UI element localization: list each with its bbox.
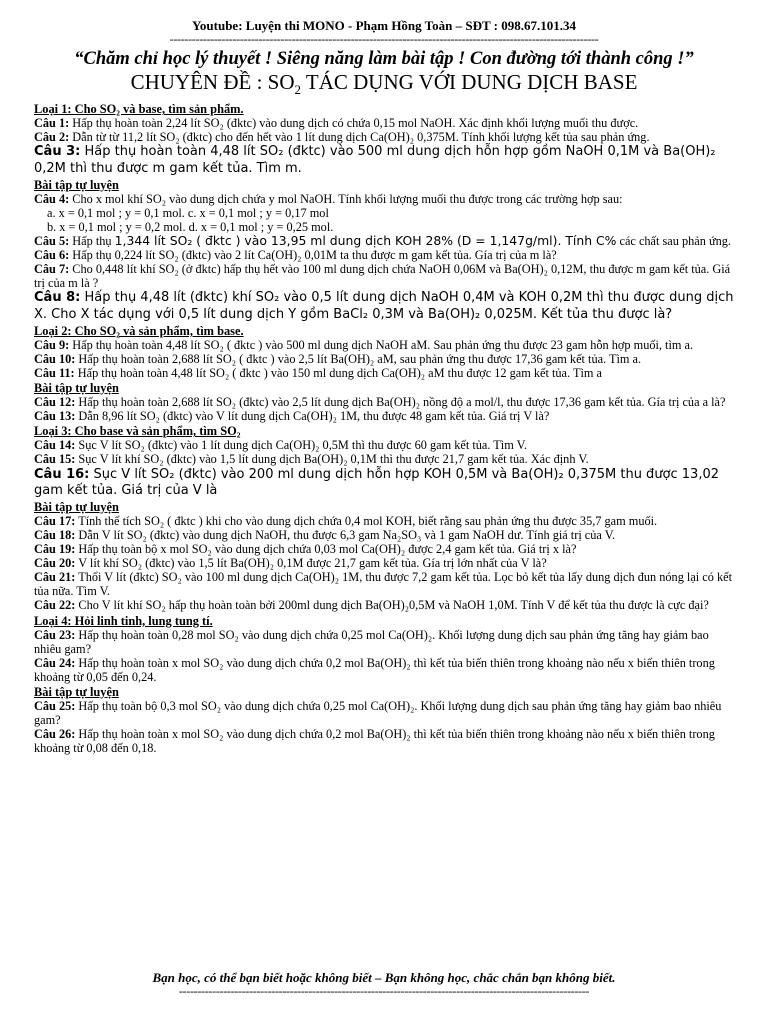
question-text: Hấp thụ hoàn toàn x mol SO₂ vào dung dịch chứa 0,2 mol Ba(OH)₂ thì kết tủa biến thiên trong khoảng nào nếu x biến thiên trong khoảng từ 0,05 đến 0,24. [34, 655, 715, 684]
question-text: Hấp thụ hoàn toàn 4,48 lít SO₂ (đktc) vào 500 ml dung dịch hỗn hợp gồm NaOH 0,1M và Ba(OH)₂ 0,2M thì thu được m gam kết tủa. Tìm m. [34, 144, 716, 176]
question-label: Câu 9: [34, 337, 70, 352]
question-text: V lít khí SO₂ (đktc) vào 1,5 lít Ba(OH)₂ 0,1M được 21,7 gam kết tủa. Gía trị lớn nhất của V là? [75, 556, 547, 571]
question-text: Hấp thụ hoàn toàn 0,28 mol SO₂ vào dung dịch chứa 0,25 mol Ca(OH)₂. Khối lượng dung dịch sau phản ứng tăng hay giảm bao nhiêu gam? [34, 627, 709, 656]
question-25 [34, 699, 734, 727]
document-title [34, 71, 734, 101]
question-text: Hấp thụ hoàn toàn 2,688 lít SO₂ ( đktc ) vào 2,5 lít Ba(OH)₂ aM, sau phản ứng thu được 17,36 gam kết tủa. Tìm a. [75, 351, 642, 366]
title-subscript: 2 [294, 82, 301, 98]
question-text: Sục V lít khí SO₂ (đktc) vào 1,5 lít dung dịch Ba(OH)₂ 0,1M thì thu được 21,7 gam kết tủa. Xác định V. [75, 452, 589, 467]
question-label: Câu 6: [34, 248, 70, 263]
question-text: Cho V lít khí SO₂ hấp thụ hoàn toàn bởi 200ml dung dịch Ba(OH)₂0,5M và NaOH 1,0M. Tính V để kết tủa thu được là cực đại? [75, 598, 709, 613]
practice-heading-1: Bài tập tự luyện [34, 177, 119, 192]
question-text: Hấp thụ toàn bộ x mol SO₂ vào dung dịch chứa 0,03 mol Ca(OH)₂ được 2,4 gam kết tủa. Giá trị x là? [75, 542, 577, 557]
question-1 [34, 116, 734, 130]
question-4-options-row-1: a. x = 0,1 mol ; y = 0,1 mol. c. x = 0,1 mol ; y = 0,17 mol [47, 205, 329, 220]
title-prefix: CHUYÊN ĐỀ : SO [130, 70, 295, 94]
question-label: Câu 13: [34, 409, 76, 424]
question-text: Hấp thụ hoàn toàn 4,48 lít SO₂ ( đktc ) vào 500 ml dung dịch NaOH aM. Sau phản ứng thu được 23 gam hỗn hợp muối, tìm a. [69, 337, 694, 352]
motto: “Chăm chỉ học lý thuyết ! Siêng năng làm bài tập ! Con đường tới thành công !” [74, 49, 694, 69]
question-text: Hấp thụ toàn bộ 0,3 mol SO₂ vào dung dịch chứa 0,25 mol Ca(OH)₂. Khối lượng dung dịch sau phản ứng tăng hay giảm bao nhiêu gam? [34, 698, 722, 728]
question-label: Câu 26: [34, 727, 76, 742]
question-label: Câu 17: [34, 513, 76, 528]
question-9 [34, 338, 734, 352]
question-4-options-row-2: b. x = 0,1 mol ; y = 0,2 mol. d. x = 0,1 mol ; y = 0,25 mol. [47, 219, 334, 234]
section-heading-3: Loại 3: Cho base và sản phẩm, tìm SO₂ [34, 424, 241, 439]
question-19 [34, 542, 734, 556]
question-6 [34, 248, 734, 262]
question-5 [34, 234, 734, 248]
question-4 [34, 192, 734, 206]
question-label: Câu 7: [34, 262, 70, 277]
section-heading-4: Loại 4: Hỏi linh tinh, lung tung tí. [34, 613, 213, 628]
question-label: Câu 18: [34, 528, 76, 542]
question-label: Câu 22: [34, 598, 76, 613]
question-label: Câu 4: [34, 191, 70, 206]
question-label: Câu 8: [34, 290, 81, 306]
question-26 [34, 727, 734, 755]
question-label: Câu 25: [34, 698, 76, 713]
question-text: Sục V lít SO₂ (đktc) vào 200 ml dung dịch hỗn hợp KOH 0,5M và Ba(OH)₂ 0,375M thu được 13,02 gam kết tủa. Giá trị của V là [34, 466, 720, 498]
question-label: Câu 2: [34, 130, 70, 145]
question-label: Câu 21: [34, 570, 76, 585]
question-text: Sục V lít SO₂ (đktc) vào 1 lít dung dịch Ca(OH)₂ 0,5M thì thu được 60 gam kết tủa. Tìm V. [75, 438, 527, 453]
title-suffix: TÁC DỤNG VỚI DUNG DỊCH BASE [301, 70, 638, 94]
question-3 [34, 144, 734, 176]
practice-heading-3: Bài tập tự luyện [34, 499, 119, 514]
question-14 [34, 438, 734, 452]
question-text: Hấp thụ hoàn toàn 2,24 lít SO₂ (đktc) vào dung dịch có chứa 0,15 mol NaOH. Xác định khối lượng muối thu được. [69, 116, 639, 131]
question-label: Câu 23: [34, 627, 76, 642]
footer-message: Bạn học, có thể bạn biết hoặc không biết – Bạn không học, chắc chắn bạn không biết. [152, 970, 616, 985]
question-label: Câu 12: [34, 395, 76, 410]
question-text: Hấp thụ hoàn toàn x mol SO₂ vào dung dịch chứa 0,2 mol Ba(OH)₂ thì kết tủa biến thiên trong khoảng nào nếu x biến thiên trong khoảng từ 0,08 đến 0,18. [34, 727, 715, 756]
question-21 [34, 570, 734, 598]
question-23 [34, 628, 734, 656]
document-page [34, 18, 734, 755]
question-11 [34, 366, 734, 380]
question-2 [34, 130, 734, 144]
question-label: Câu 19: [34, 542, 76, 557]
question-text: Hấp thụ hoàn toàn 4,48 lít SO₂ ( đktc ) vào 150 ml dung dịch Ca(OH)₂ aM thu được 12 gam kết tủa. Tìm a [74, 366, 602, 381]
document-footer [34, 970, 734, 997]
question-10 [34, 352, 734, 366]
question-label: Câu 3: [34, 144, 81, 160]
question-label: Câu 1: [34, 116, 70, 131]
question-24 [34, 656, 734, 684]
question-text: Thổi V lít (đktc) SO₂ vào 100 ml dung dịch Ca(OH)₂ 1M, thu được 7,2 gam kết tủa. Lọc bỏ kết tủa lấy dung dịch đun nóng lại có kết tủa nữa. Tìm V. [34, 570, 732, 599]
question-15 [34, 452, 734, 466]
section-heading-1: Loại 1: Cho SO₂ và base, tìm sản phẩm. [34, 102, 244, 117]
question-text-sans: 1,344 lít SO₂ ( đktc ) vào 13,95 ml dung dịch KOH 28% (D = 1,147g/ml). Tính C% [114, 233, 617, 249]
question-text: Hấp thụ hoàn toàn 2,688 lít SO₂ (đktc) vào 2,5 lít dung dịch Ba(OH)₂ nồng độ a mol/l, thu được 17,36 gam kết tủa. Gía trị của a là? [75, 395, 726, 410]
question-label: Câu 11: [34, 366, 75, 381]
question-text: Dẫn 8,96 lít SO₂ (đktc) vào V lít dung dịch Ca(OH)₂ 1M, thu được 48 gam kết tủa. Giá trị V là? [75, 409, 550, 424]
question-text: các chất sau phản ứng. [616, 234, 731, 249]
question-label: Câu 14: [34, 438, 76, 453]
question-20 [34, 556, 734, 570]
question-text: Hấp thụ 0,224 lít SO₂ (đktc) vào 2 lít Ca(OH)₂ 0,01M ta thu được m gam kết tủa. Gía trị của m là? [69, 248, 557, 263]
question-12 [34, 395, 734, 409]
question-text: Dẫn V lít SO₂ (đktc) vào dung dịch NaOH, thu được 6,3 gam Na₂SO₃ và 1 gam NaOH dư. Tính giá trị của V. [75, 528, 616, 542]
question-text: Tính thể tích SO₂ ( đktc ) khi cho vào dung dịch chứa 0,4 mol KOH, biết rằng sau phản ứng thu được 35,7 gam muối. [75, 513, 658, 528]
question-text: Hấp thụ [69, 234, 115, 249]
question-16 [34, 467, 734, 499]
practice-heading-4: Bài tập tự luyện [34, 684, 119, 699]
channel-header: Youtube: Luyện thi MONO - Phạm Hồng Toàn – SĐT : 098.67.101.34 [191, 18, 577, 33]
question-text: Cho x mol khí SO₂ vào dung dịch chứa y mol NaOH. Tính khối lượng muối thu được trong các trường hợp sau: [69, 191, 623, 206]
footer-divider: --------------------------------------------------------------------------------------------------------------- [178, 985, 590, 997]
practice-heading-2: Bài tập tự luyện [34, 381, 119, 396]
header-divider: -------------------------------------------------------------------------------------------------------------------- [169, 33, 599, 45]
question-13 [34, 409, 734, 423]
question-label: Câu 15: [34, 452, 76, 467]
question-label: Câu 20: [34, 556, 76, 571]
question-label: Câu 10: [34, 351, 76, 366]
question-label: Câu 24: [34, 655, 76, 670]
section-heading-2: Loại 2: Cho SO₂ và sản phẩm, tìm base. [34, 323, 244, 338]
question-22 [34, 598, 734, 612]
question-7 [34, 262, 734, 290]
question-text: Hấp thụ 4,48 lít (đktc) khí SO₂ vào 0,5 lít dung dịch NaOH 0,4M và KOH 0,2M thì thu được dung dịch X. Cho X tác dụng với 0,5 lít dung dịch Y gồm BaCl₂ 0,3M và Ba(OH)₂ 0,025M. Kết tủa thu được là? [34, 290, 734, 322]
question-text: Dẫn từ từ 11,2 lít SO₂ (đktc) cho đến hết vào 1 lít dung dịch Ca(OH)₂ 0,375M. Tính khối lượng kết tủa sau phản ứng. [69, 130, 650, 145]
question-18 [34, 528, 734, 542]
question-label: Câu 16: [34, 466, 90, 482]
question-label: Câu 5: [34, 234, 70, 249]
question-17 [34, 514, 734, 528]
question-8 [34, 290, 734, 322]
question-text: Cho 0,448 lít khí SO₂ (ở đktc) hấp thụ hết vào 100 ml dung dịch chứa NaOH 0,06M và Ba(OH)₂ 0,12M, thu được m gam kết tủa. Giá trị của m là ? [34, 262, 731, 291]
